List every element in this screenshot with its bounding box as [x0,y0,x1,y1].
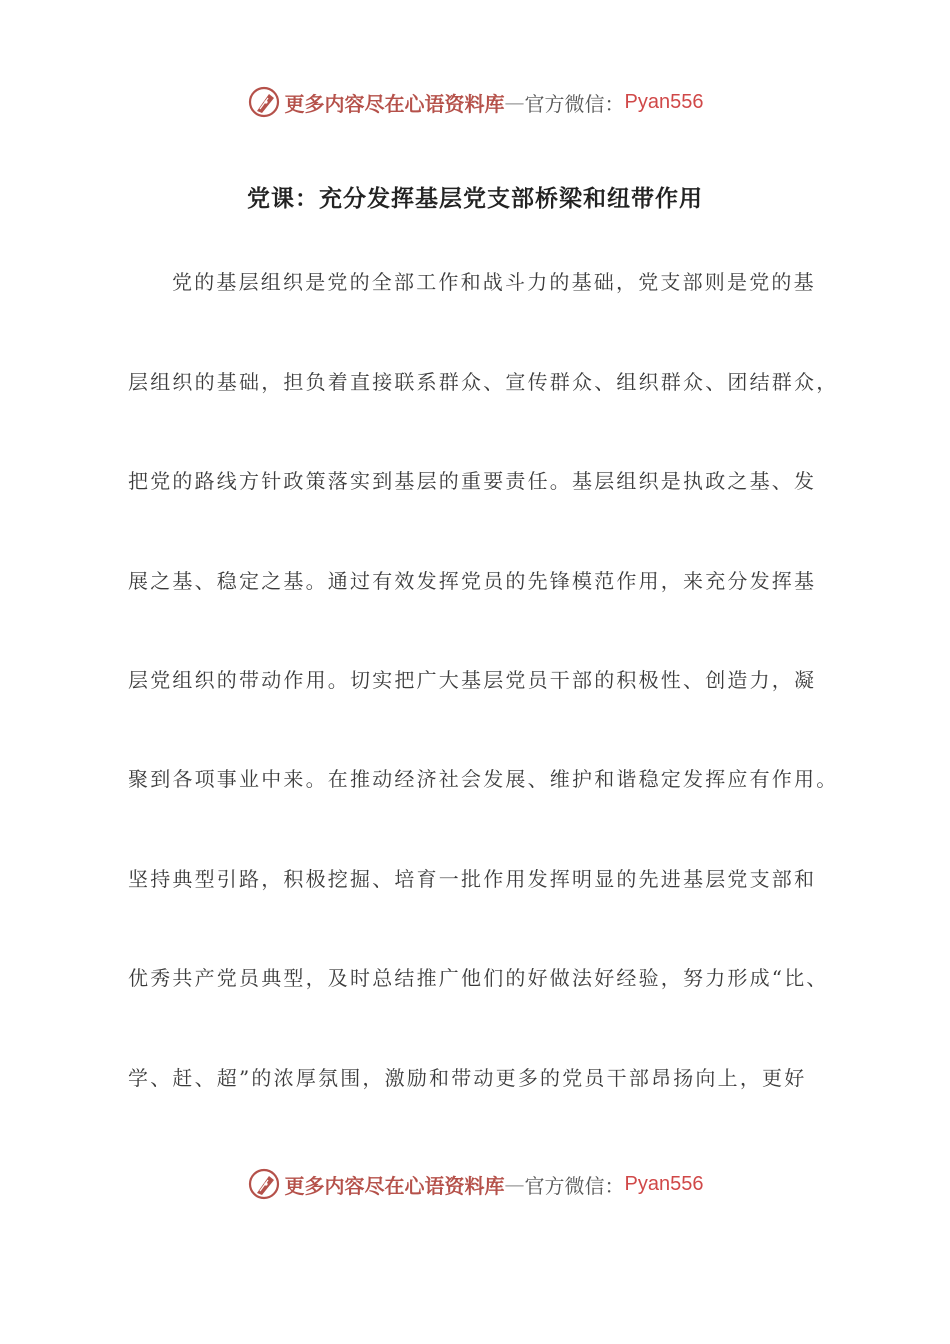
banner-dash: — [504,90,525,114]
footer-banner-text [285,1170,704,1199]
banner-main-text: 更多内容尽在心语资料库 [284,91,505,116]
body-line-6: 聚到各项事业中来。在推动经济社会发展、维护和谐稳定发挥应有作用。 [128,767,839,791]
banner-wechat-label: 官方微信： [524,91,625,116]
header-banner [0,80,950,124]
banner-dash: — [504,1172,525,1196]
body-line-4: 展之基、稳定之基。通过有效发挥党员的先锋模范作用，来充分发挥基 [128,569,817,593]
banner-main-text: 更多内容尽在心语资料库 [284,1173,505,1198]
banner-wechat-label: 官方微信： [524,1173,625,1198]
footer-banner [0,1162,950,1206]
document-title: 党课：充分发挥基层党支部桥梁和纽带作用 [247,185,703,212]
banner-wechat-id: Pyan556 [624,90,704,113]
pen-nib-logo-icon [247,85,281,119]
body-line-3: 把党的路线方针政策落实到基层的重要责任。基层组织是执政之基、发 [128,469,817,493]
body-line-2: 层组织的基础，担负着直接联系群众、宣传群众、组织群众、团结群众， [128,370,839,394]
body-line-8: 优秀共产党员典型，及时总结推广他们的好做法好经验，努力形成“比、 [128,966,829,990]
body-line-1: 党的基层组织是党的全部工作和战斗力的基础，党支部则是党的基 [172,270,816,294]
header-banner-text [285,88,704,117]
banner-wechat-id: Pyan556 [624,1172,704,1195]
body-line-7: 坚持典型引路，积极挖掘、培育一批作用发挥明显的先进基层党支部和 [128,867,817,891]
body-line-9: 学、赶、超”的浓厚氛围，激励和带动更多的党员干部昂扬向上，更好 [128,1066,807,1090]
pen-nib-logo-icon [247,1167,281,1201]
body-line-5: 层党组织的带动作用。切实把广大基层党员干部的积极性、创造力，凝 [128,668,817,692]
